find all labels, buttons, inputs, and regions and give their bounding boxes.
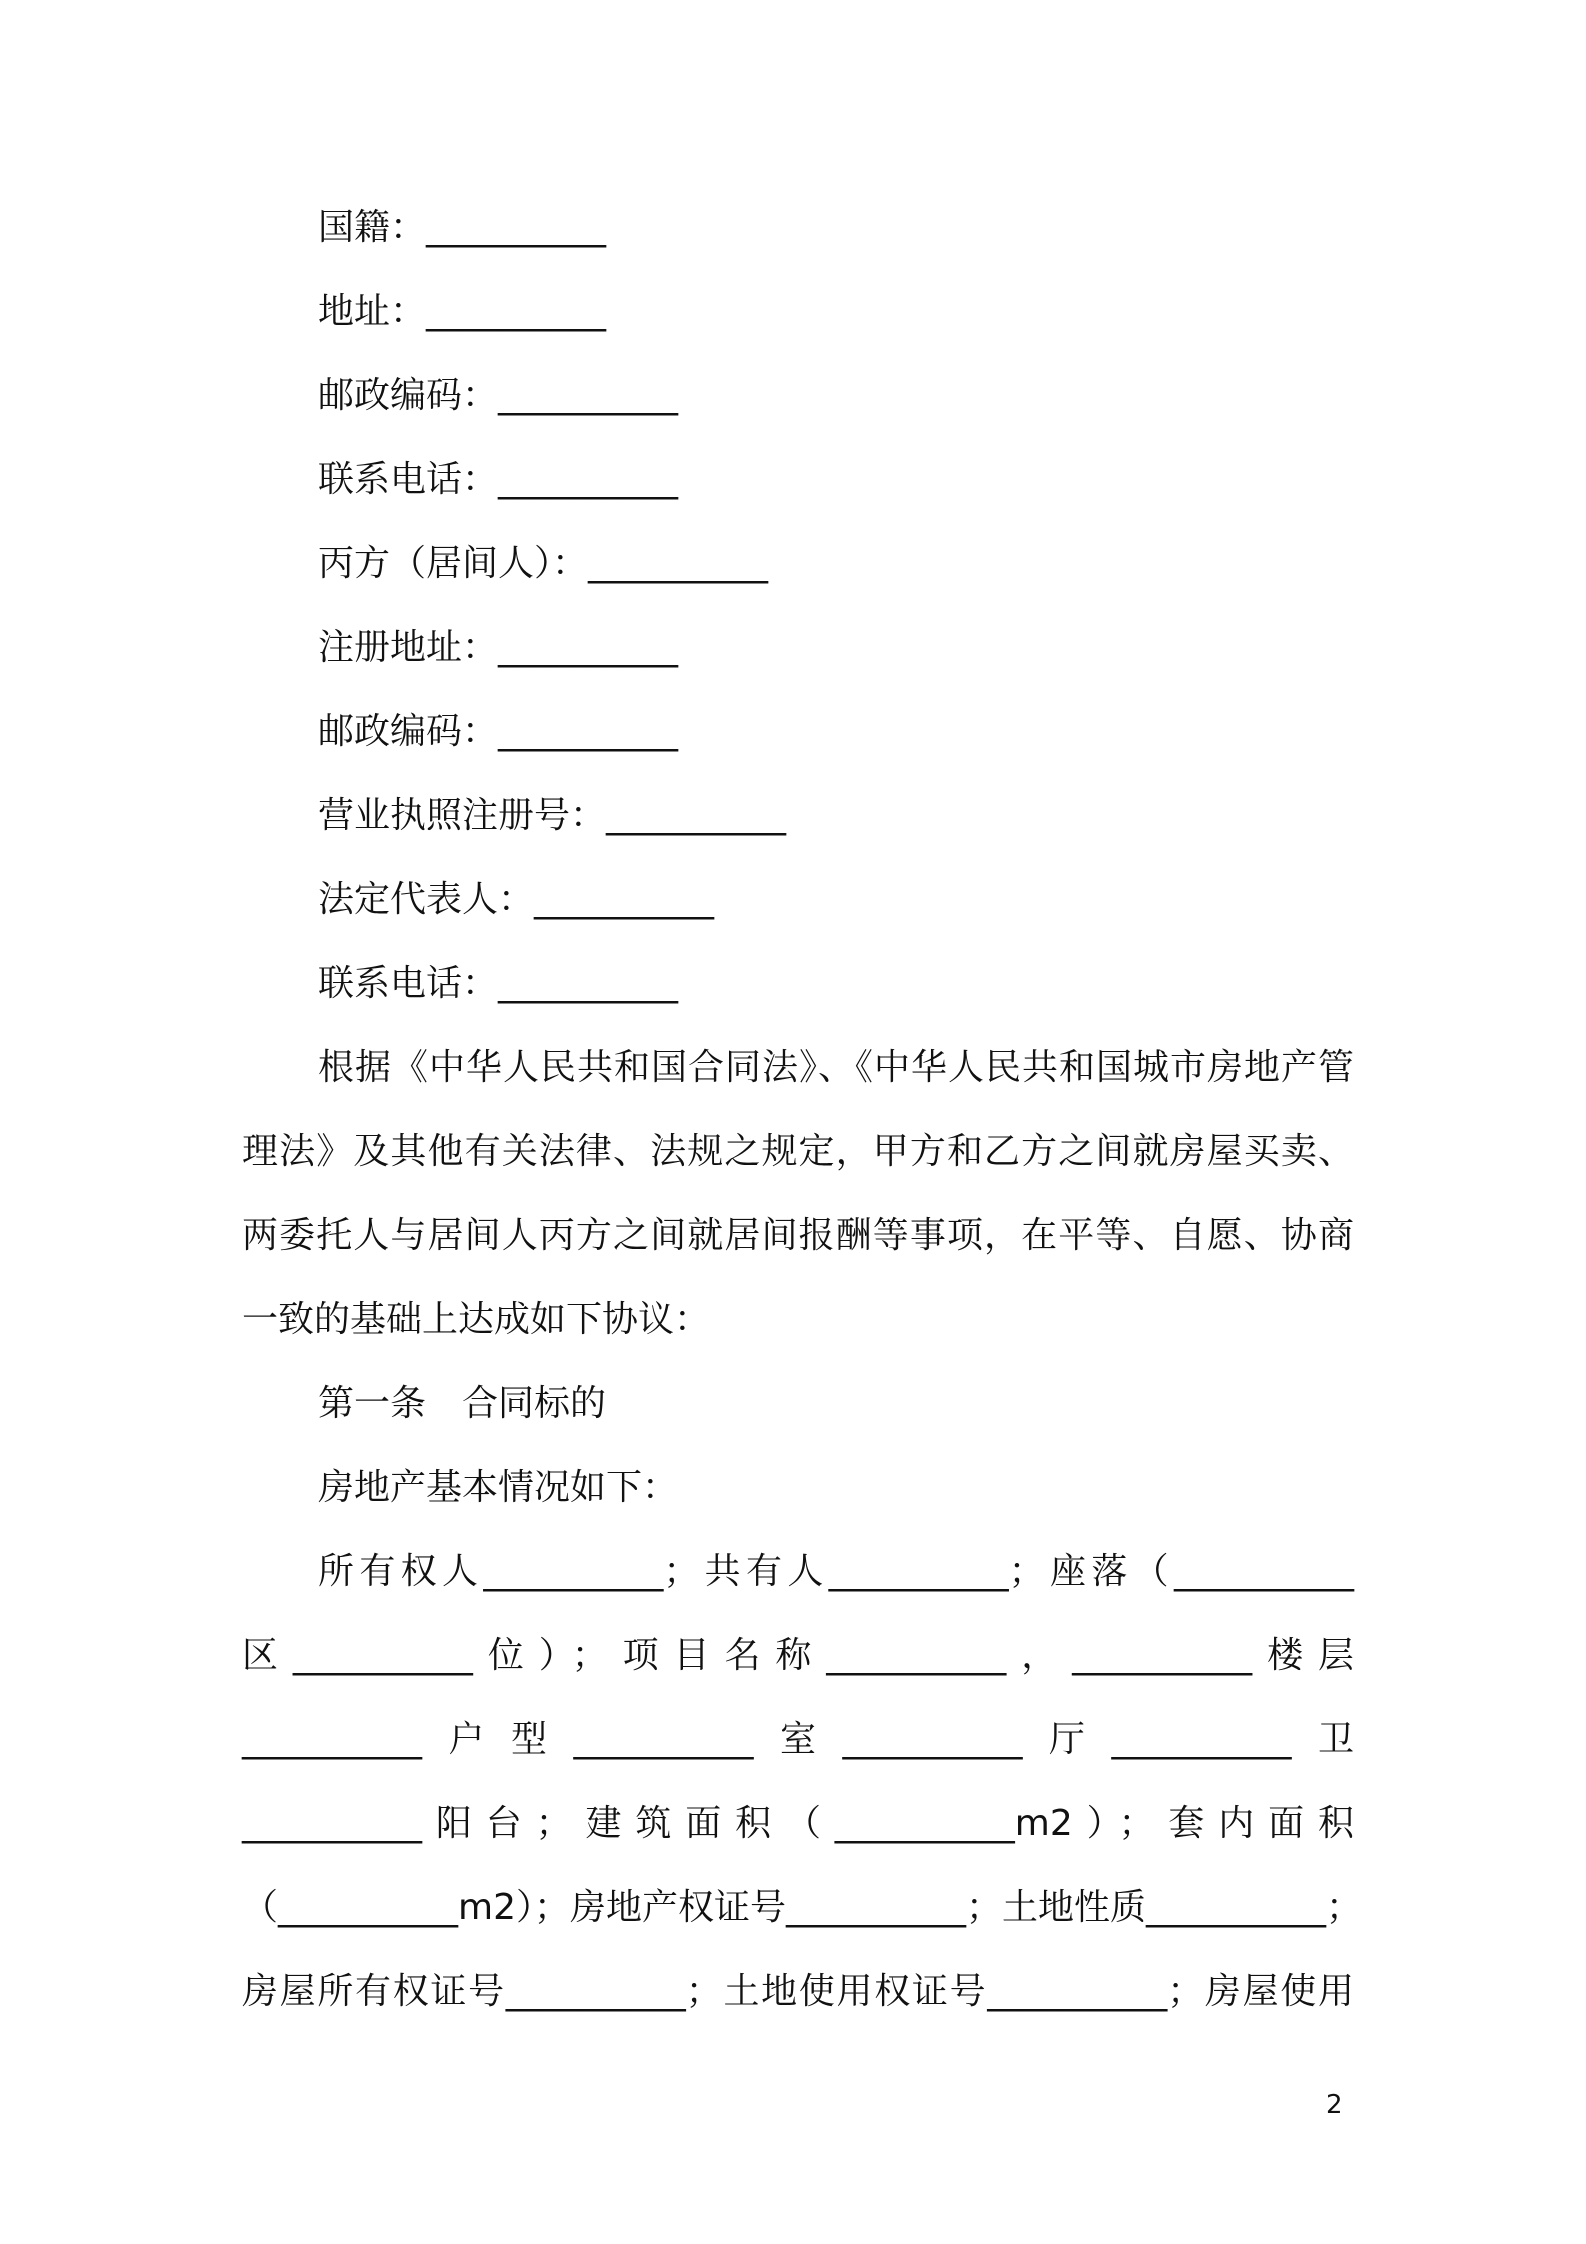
property-line: __________阳台；建筑面积（__________m2）；套内面积 [242,1803,1354,1844]
field-business-license: 营业执照注册号：__________ [318,795,787,836]
field-party-c: 丙方（居间人）：__________ [318,543,769,584]
property-line: __________户型__________室__________厅__________卫 [242,1719,1354,1760]
field-registered-address: 注册地址：__________ [318,627,679,668]
property-line: 房屋所有权证号__________；土地使用权证号__________；房屋使用 [242,1971,1354,2012]
intro-line: 理法》及其他有关法律、法规之规定，甲方和乙方之间就房屋买卖、 [242,1131,1354,1172]
intro-line: 根据《中华人民共和国合同法》、《中华人民共和国城市房地产管 [318,1047,1354,1088]
field-postal-code: 邮政编码：__________ [318,375,679,416]
field-postal-code-c: 邮政编码：__________ [318,711,679,752]
field-phone-c: 联系电话：__________ [318,963,679,1004]
property-line: 区__________位）；项目名称__________，__________楼层 [242,1635,1354,1676]
page-number: 2 [1326,2090,1343,2120]
field-nationality: 国籍：__________ [318,207,607,248]
field-address: 地址：__________ [318,291,607,332]
intro-line: 两委托人与居间人丙方之间就居间报酬等事项，在平等、自愿、协商 [242,1215,1354,1256]
property-line: 所有权人__________；共有人__________；座落（__________ [318,1551,1354,1592]
field-legal-representative: 法定代表人：__________ [318,879,715,920]
field-phone: 联系电话：__________ [318,459,679,500]
intro-line: 一致的基础上达成如下协议： [242,1299,711,1340]
article-heading: 第一条 合同标的 [318,1383,607,1424]
property-intro: 房地产基本情况如下： [318,1467,679,1508]
property-line: （__________m2）；房地产权证号__________；土地性质__________； [242,1887,1362,1928]
